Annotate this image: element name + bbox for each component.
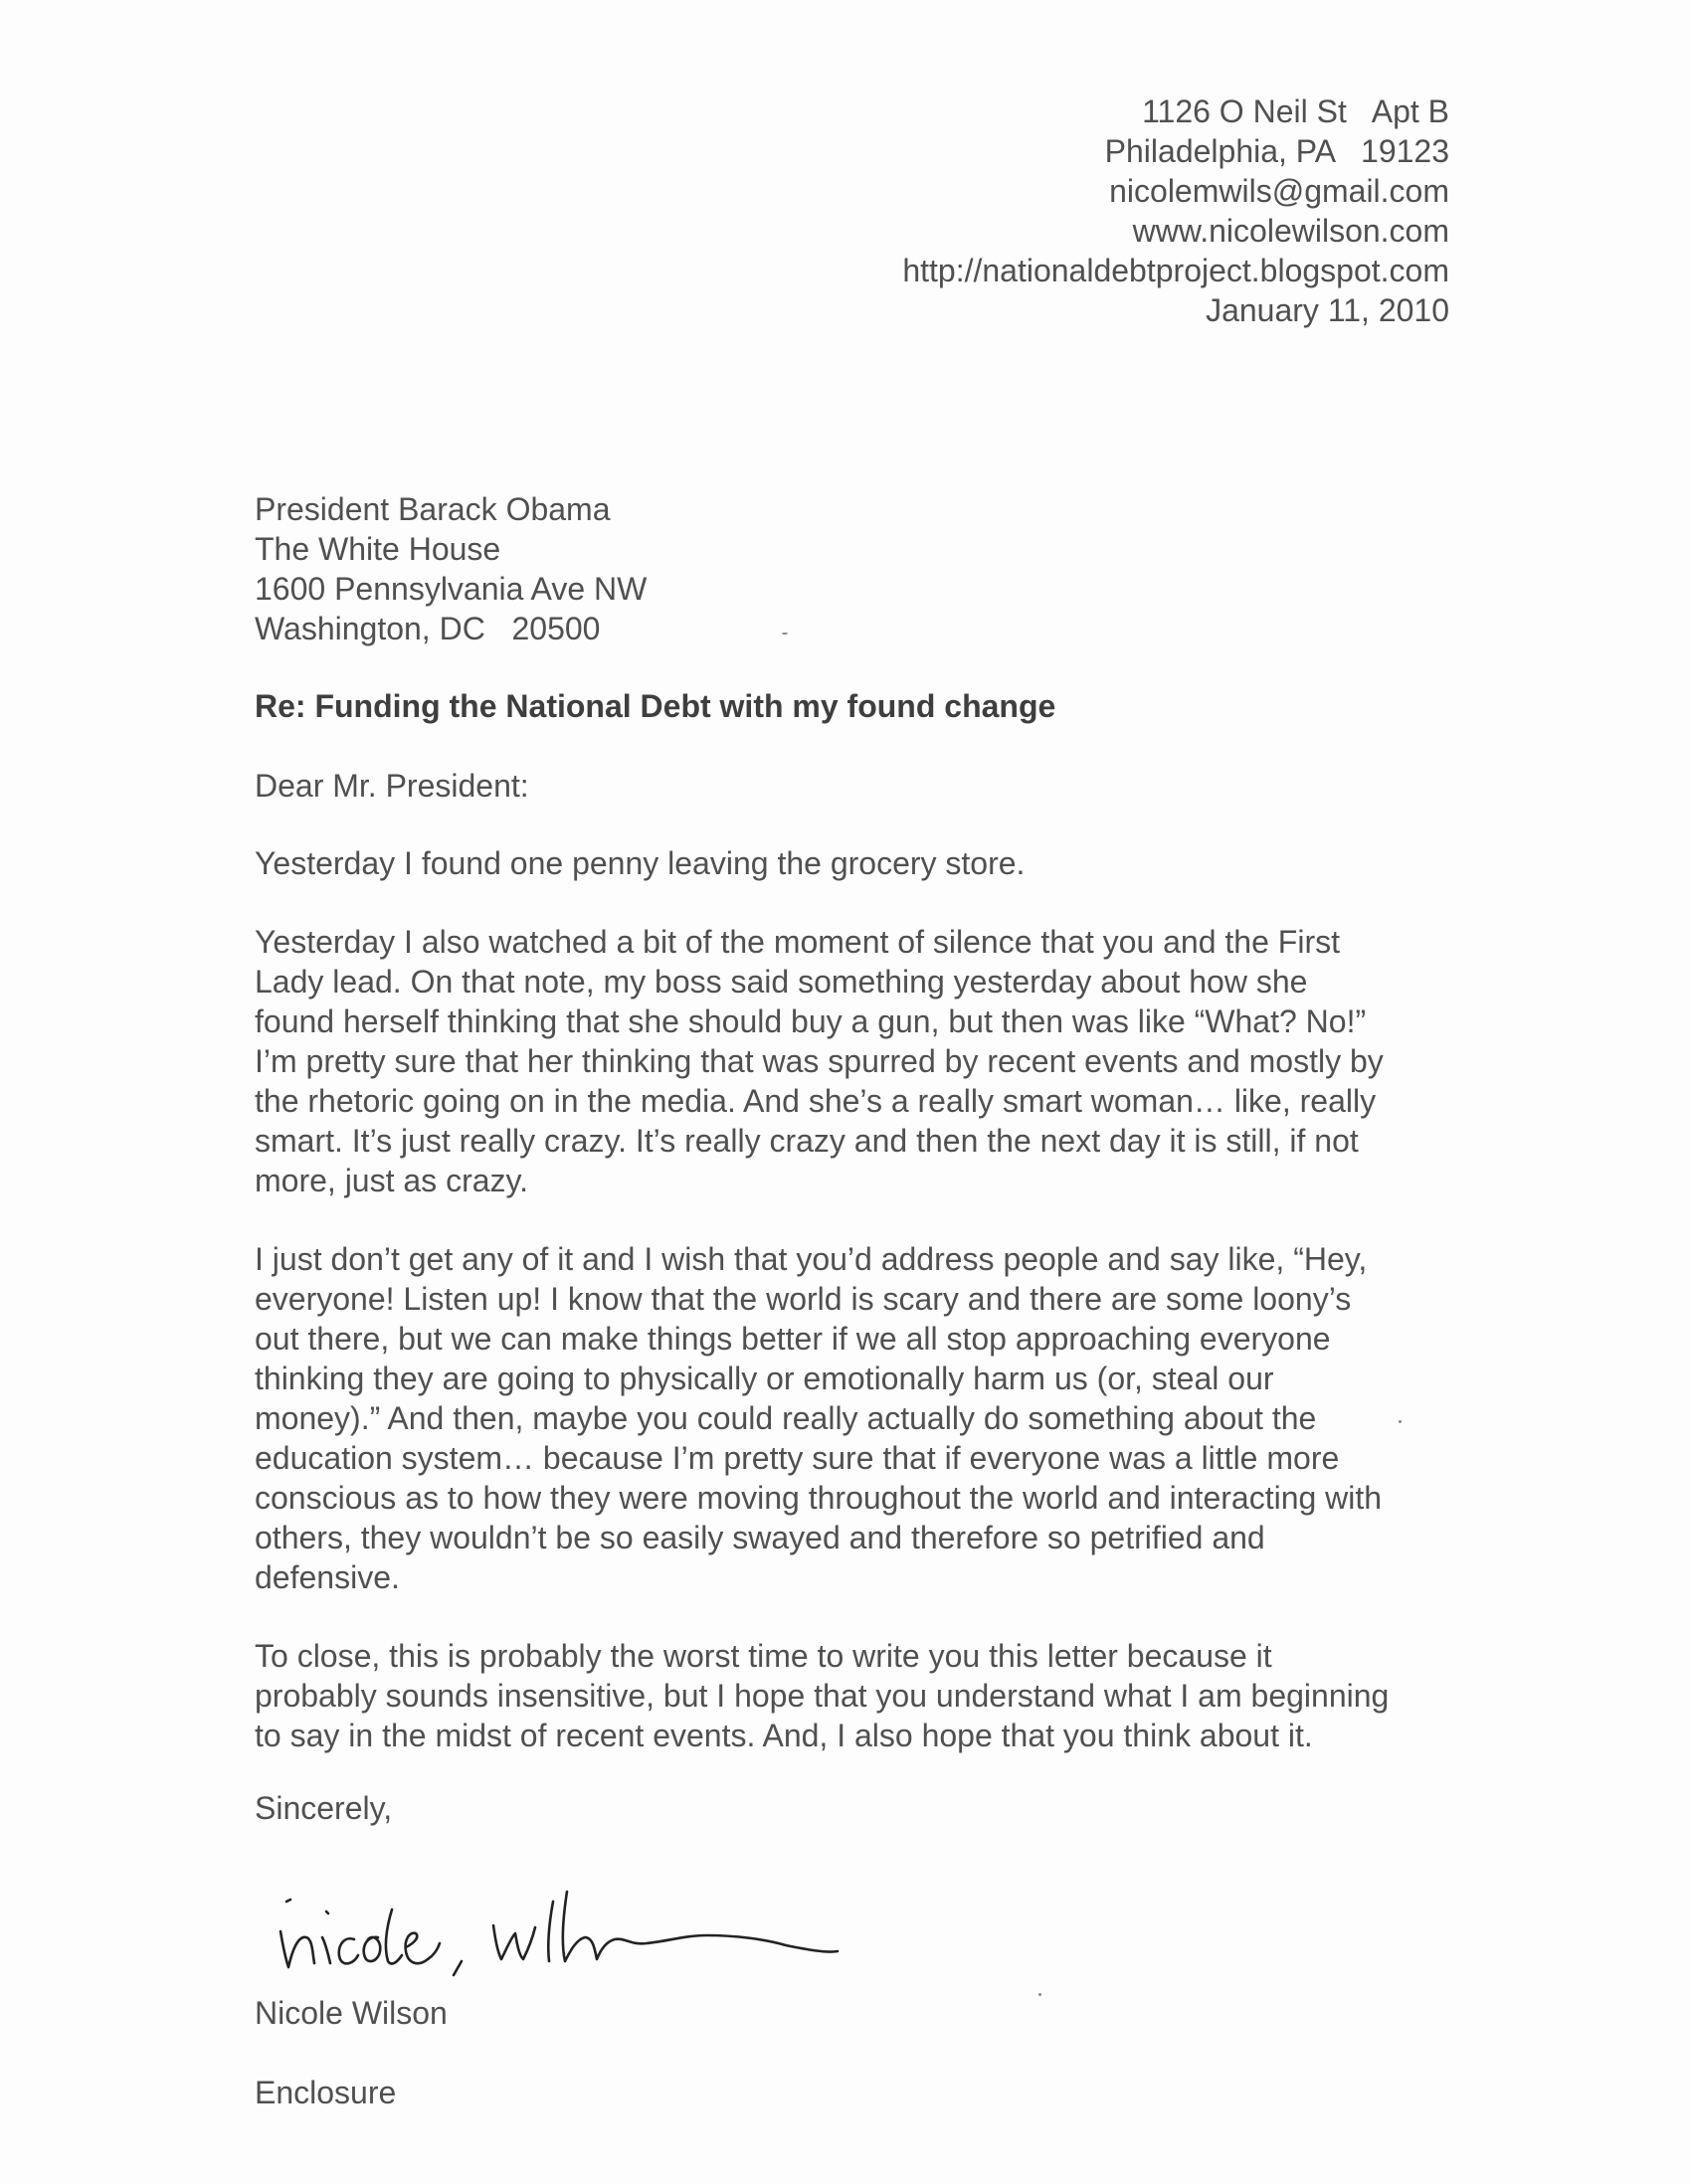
body-line: money).” And then, maybe you could really actually do something about the (255, 1400, 1317, 1436)
body-line: To close, this is probably the worst time to write you this letter because it (255, 1638, 1272, 1674)
sender-blog: http://nationaldebtproject.blogspot.com (902, 253, 1449, 288)
body-line: to say in the midst of recent events. And, I also hope that you think about it. (255, 1718, 1313, 1753)
body-paragraph (255, 843, 1478, 883)
body-line: I’m pretty sure that her thinking that was spurred by recent events and mostly by (255, 1043, 1384, 1079)
body-line: Yesterday I found one penny leaving the grocery store. (255, 845, 1026, 881)
sender-email: nicolemwils@gmail.com (1109, 173, 1449, 209)
body-line: everyone! Listen up! I know that the world is scary and there are some loony’s (255, 1281, 1352, 1317)
letter-date: January 11, 2010 (1206, 292, 1449, 328)
recipient-org: The White House (255, 531, 501, 567)
body-line: others, they wouldn’t be so easily swayed and therefore so petrified and (255, 1520, 1265, 1555)
body-line: probably sounds insensitive, but I hope that you understand what I am beginning (255, 1678, 1390, 1714)
sender-website: www.nicolewilson.com (1132, 213, 1449, 249)
body-line: out there, but we can make things better if we all stop approaching everyone (255, 1321, 1331, 1357)
enclosure-note: Enclosure (255, 2075, 397, 2110)
handwritten-signature (269, 1840, 846, 1979)
body-line: thinking they are going to physically or emotionally harm us (or, steal our (255, 1361, 1274, 1396)
body-paragraph (255, 1239, 1478, 1597)
recipient-city: Washington, DC 20500 (255, 611, 601, 646)
body-paragraph (255, 1636, 1478, 1755)
recipient-street: 1600 Pennsylvania Ave NW (255, 571, 648, 607)
body-line: Lady lead. On that note, my boss said something yesterday about how she (255, 964, 1308, 1000)
body-line: Yesterday I also watched a bit of the moment of silence that you and the First (255, 924, 1340, 960)
body-line: more, just as crazy. (255, 1163, 529, 1198)
body-line: smart. It’s just really crazy. It’s really crazy and then the next day it is still, if not (255, 1123, 1359, 1159)
scan-speck (1399, 1420, 1402, 1423)
recipient-address-block (255, 489, 647, 648)
scan-speck (782, 633, 788, 635)
body-line: found herself thinking that she should buy a gun, but then was like “What? No!” (255, 1003, 1367, 1039)
body-line: defensive. (255, 1559, 400, 1595)
sender-street: 1126 O Neil St Apt B (1142, 93, 1449, 129)
signer-name: Nicole Wilson (255, 1995, 448, 2031)
closing: Sincerely, (255, 1790, 393, 1826)
subject-line: Re: Funding the National Debt with my found change (255, 688, 1056, 724)
recipient-name: President Barack Obama (255, 491, 611, 527)
letter-body (255, 843, 1478, 1794)
body-line: conscious as to how they were moving throughout the world and interacting with (255, 1480, 1383, 1516)
body-line: the rhetoric going on in the media. And she’s a really smart woman… like, really (255, 1083, 1377, 1119)
sender-address-block (902, 91, 1449, 330)
body-line: education system… because I’m pretty sure that if everyone was a little more (255, 1440, 1340, 1476)
body-line: I just don’t get any of it and I wish that you’d address people and say like, “Hey, (255, 1241, 1368, 1277)
salutation: Dear Mr. President: (255, 768, 529, 804)
scan-speck (1038, 1993, 1041, 1996)
sender-city: Philadelphia, PA 19123 (1104, 133, 1449, 169)
body-paragraph (255, 922, 1478, 1200)
